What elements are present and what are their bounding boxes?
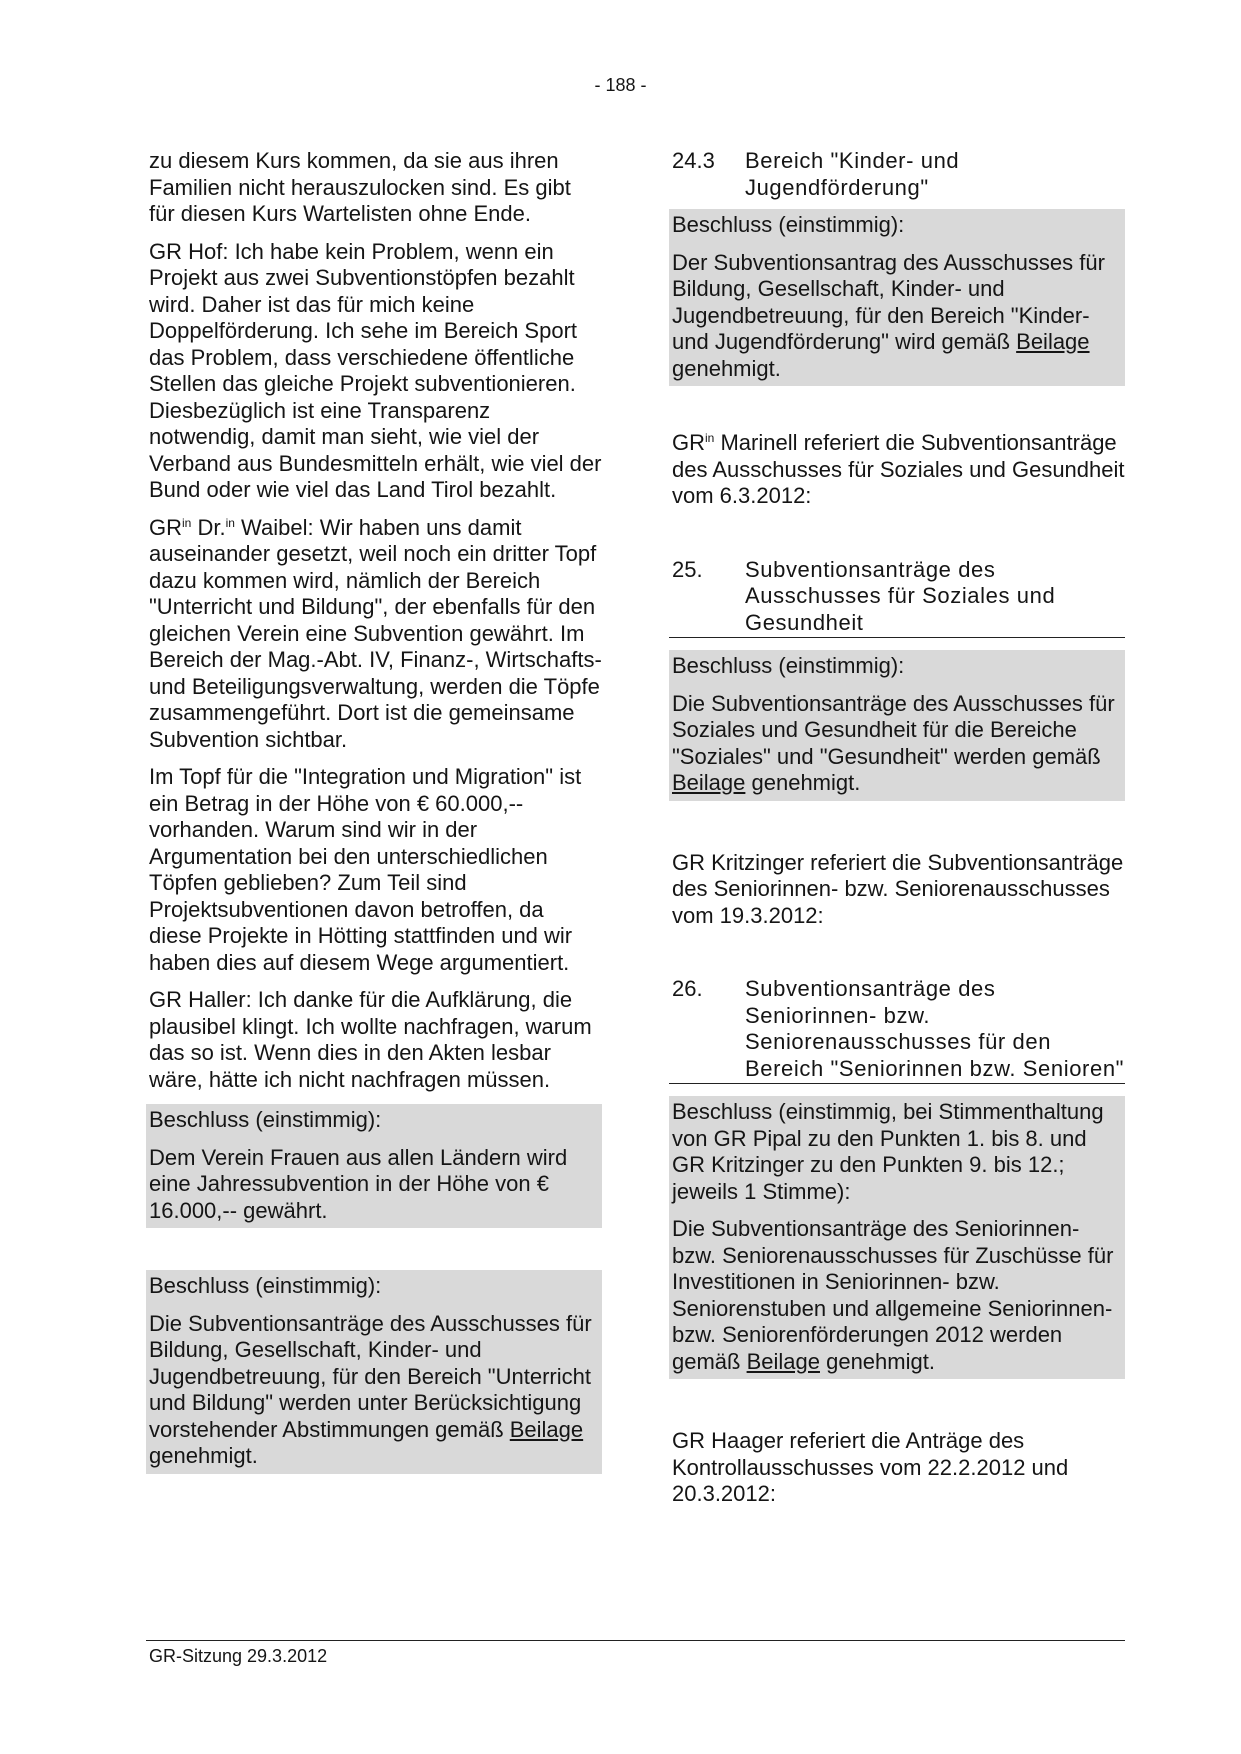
resolution-heading: Beschluss (einstimmig): [149,1273,382,1298]
right-column [669,148,1125,1519]
resolution-text: Die Subventionsanträge des Ausschusses für Soziales und Gesundheit für die Bereiche "Soziales" und "Gesundheit" werden gemäß Beilage genehmigt. [672,690,1115,795]
agenda-item-title: Subventionsanträge des Ausschusses für Soziales und Gesundheit [745,556,1056,635]
agenda-item-number: 24.3 [672,148,715,173]
left-column [146,148,602,1485]
speaker-gr: GR [149,514,182,540]
agenda-item-title: Subventionsanträge des Seniorinnen- bzw. Seniorenausschusses für den Bereich "Seniorinnen bzw. Senioren" [745,976,1125,1081]
agenda-item-title: Bereich "Kinder- und Jugendförderung" [745,148,960,200]
paragraph-gr-waibel [149,515,602,754]
agenda-item-24-3 [672,148,1125,201]
resolution-box-unterricht-bildung [146,1270,602,1474]
paragraph-integration-migration: Im Topf für die "Integration und Migration" ist ein Betrag in der Höhe von € 60.000,-- vorhanden. Warum sind wir in der Argumentation bei den unterschiedlichen Töpfen geblieben? Zum Teil sind Projektsubventionen davon betroffen, da diese Projekte in Hötting stattfinden und wir haben dies auf diesem Wege argumentiert. [149,764,582,975]
agenda-item-number: 25. [672,556,703,582]
resolution-text: Die Subventionsanträge des Seniorinnen- bzw. Seniorenausschusses für Zuschüsse für Investitionen in Seniorinnen- bzw. Seniorenstuben und allgemeine Seniorinnen- bzw. Seniorenförderungen 2012 werden gemäß Beilage genehmigt. [672,1216,1114,1374]
resolution-box-soziales-gesundheit [669,650,1125,801]
resolution-text: Die Subventionsanträge des Ausschusses für Bildung, Gesellschaft, Kinder- und Jugendbetreuung, für den Bereich "Unterricht und Bildung" werden unter Berücksichtigung vorstehender Abstimmungen gemäß Beilage genehmigt. [149,1310,592,1468]
page-number: - 188 - [594,75,647,95]
superscript-in: in [705,431,715,445]
report-gr-kritzinger: GR Kritzinger referiert die Subventionsanträge des Seniorinnen- bzw. Seniorenausschusses vom 19.3.2012: [672,849,1124,928]
agenda-item-26 [669,976,1125,1084]
beilage-link[interactable]: Beilage [746,1348,820,1374]
paragraph-course-waitlist: zu diesem Kurs kommen, da sie aus ihren Familien nicht herauszulocken sind. Es gibt für diesen Kurs Wartelisten ohne Ende. [149,148,571,226]
speaker-statement: Waibel: Wir haben uns damit auseinander gesetzt, weil noch ein dritter Topf dazu kommen wird, nämlich der Bereich "Unterricht und Bildung", der ebenfalls für den gleichen Verein eine Subvention gewährt. Im Bereich der Mag.-Abt. IV, Finanz-, Wirtschafts- und Beteiligungsverwaltung, werden die Töpfe zusammengeführt. Dort ist die gemeinsame Subvention sichtbar. [149,514,602,752]
resolution-box-verein-frauen [146,1104,602,1228]
agenda-item-25 [669,557,1125,639]
resolution-text: Der Subventionsantrag des Ausschusses für Bildung, Gesellschaft, Kinder- und Jugendbetreuung, für den Bereich "Kinder- und Jugendförderung" wird gemäß Beilage genehmigt. [672,249,1105,381]
superscript-in: in [225,515,235,530]
resolution-box-senioren [669,1096,1125,1379]
paragraph-gr-hof: GR Hof: Ich habe kein Problem, wenn ein Projekt aus zwei Subventionstöpfen bezahlt wird. Daher ist das für mich keine Doppelförderung. Ich sehe im Bereich Sport das Problem, dass verschiedene öffentliche Stellen das gleiche Projekt subventionieren. Diesbezüglich ist eine Transparenz notwendig, damit man sieht, wie viel der Verband aus Bundesmitteln erhält, wie viel der Bund oder wie viel das Land Tirol bezahlt. [149,238,602,502]
speaker-title: Dr. [191,514,226,540]
resolution-text: Dem Verein Frauen aus allen Ländern wird eine Jahressubvention in der Höhe von € 16.000,-- gewährt. [149,1144,568,1223]
agenda-item-number: 26. [672,976,703,1001]
paragraph-gr-haller: GR Haller: Ich danke für die Aufklärung, die plausibel klingt. Ich wollte nachfragen, warum das so ist. Wenn dies in den Akten lesbar wäre, hätte ich nicht nachfragen müssen. [149,987,592,1092]
superscript-in: in [182,515,192,530]
beilage-link[interactable]: Beilage [509,1416,584,1442]
resolution-heading: Beschluss (einstimmig): [149,1107,382,1132]
beilage-link[interactable]: Beilage [672,770,746,795]
resolution-box-kinder-jugend [669,209,1125,386]
resolution-heading: Beschluss (einstimmig, bei Stimmenthaltung von GR Pipal zu den Punkten 1. bis 8. und GR Kritzinger zu den Punkten 9. bis 12.; jeweils 1 Stimme): [672,1099,1104,1204]
resolution-heading: Beschluss (einstimmig): [672,212,905,237]
footer-session-date: GR-Sitzung 29.3.2012 [149,1646,328,1666]
beilage-link[interactable]: Beilage [1016,329,1090,354]
report-gr-marinell: $GR^{in}$ Marinell referiert die Subventionsanträge des Ausschusses für Soziales und Gesundheit vom 6.3.2012: [672,430,1125,508]
report-gr-haager: GR Haager referiert die Anträge des Kontrollausschusses vom 22.2.2012 und 20.3.2012: [672,1428,1069,1506]
resolution-heading: Beschluss (einstimmig): [672,653,905,678]
footer-divider [146,1640,1125,1641]
